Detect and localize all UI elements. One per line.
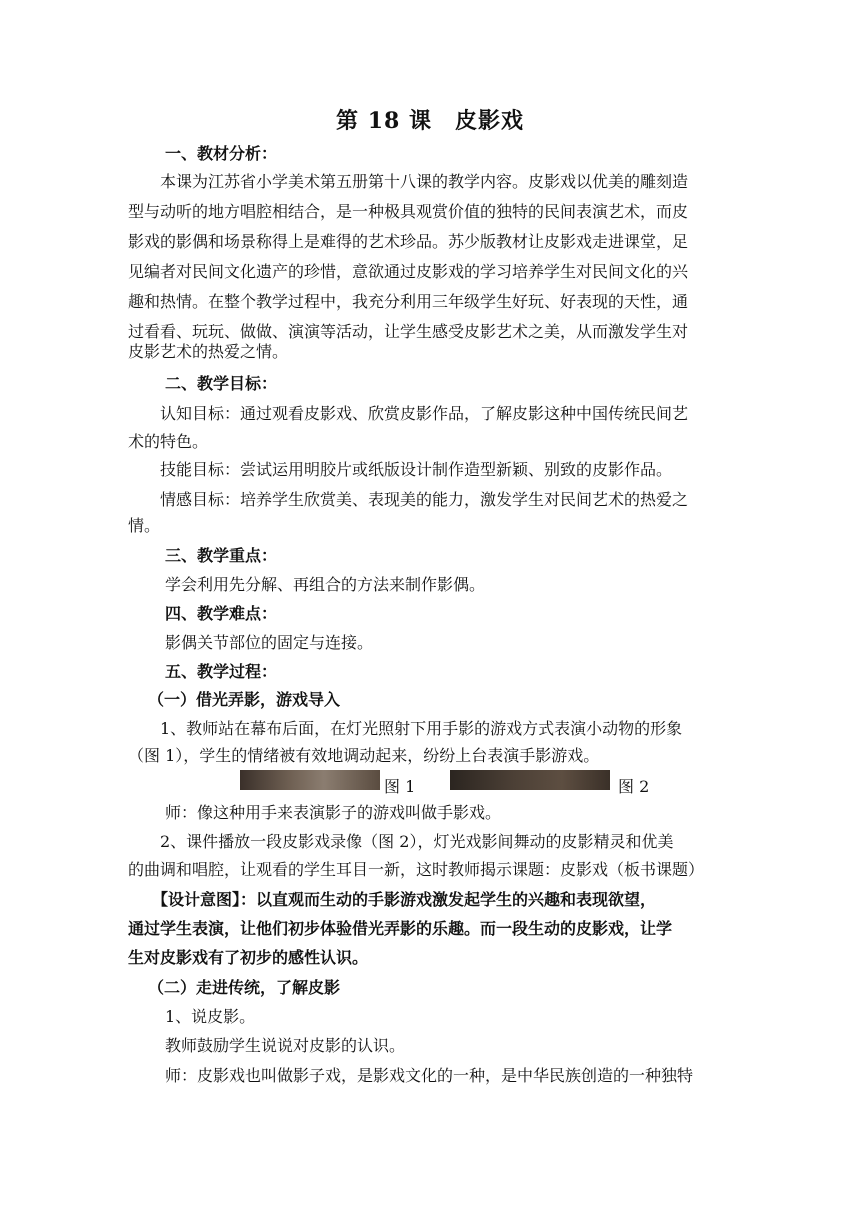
heading-key-points: 三、教学重点：: [165, 546, 278, 565]
heading-teaching-goals: 二、教学目标：: [165, 374, 278, 393]
paragraph-line: 的曲调和唱腔，让观看的学生耳目一新，这时教师揭示课题：皮影戏（板书课题）: [128, 860, 705, 879]
paragraph-line: 情感目标：培养学生欣赏美、表现美的能力，激发学生对民间艺术的热爱之: [128, 490, 689, 509]
paragraph-line: 影戏的影偶和场景称得上是难得的艺术珍品。苏少版教材让皮影戏走进课堂，足: [128, 232, 689, 251]
paragraph-line: 皮影艺术的热爱之情。: [128, 342, 289, 361]
paragraph-line: 1、教师站在幕布后面，在灯光照射下用手影的游戏方式表演小动物的形象: [128, 719, 683, 738]
paragraph-line: 见编者对民间文化遗产的珍惜，意欲通过皮影戏的学习培养学生对民间文化的兴: [128, 262, 689, 281]
paragraph-line: 师：皮影戏也叫做影子戏，是影戏文化的一种，是中华民族创造的一种独特: [165, 1066, 694, 1085]
heading-teaching-process: 五、教学过程：: [165, 662, 278, 681]
paragraph-line: 过看看、玩玩、做做、演演等活动，让学生感受皮影艺术之美，从而激发学生对: [128, 322, 689, 341]
paragraph-line: 术的特色。: [128, 432, 209, 451]
paragraph-line: 学会利用先分解、再组合的方法来制作影偶。: [165, 575, 486, 594]
design-intent-line: 【设计意图】：以直观而生动的手影游戏激发起学生的兴趣和表现欲望，: [128, 890, 657, 909]
shadow-play-photo: [450, 770, 610, 790]
heading-material-analysis: 一、教材分析：: [165, 144, 278, 163]
hand-shadow-photo: [240, 770, 380, 790]
paragraph-line: 型与动听的地方唱腔相结合，是一种极具观赏价值的独特的民间表演艺术，而皮: [128, 202, 689, 221]
paragraph-line: 认知目标：通过观看皮影戏、欣赏皮影作品，了解皮影这种中国传统民间艺: [128, 404, 689, 423]
design-intent-line: 通过学生表演，让他们初步体验借光弄影的乐趣。而一段生动的皮影戏，让学: [128, 919, 673, 938]
figure-2-caption: 图 2: [618, 777, 650, 796]
paragraph-line: 本课为江苏省小学美术第五册第十八课的教学内容。皮影戏以优美的雕刻造: [128, 172, 689, 191]
design-intent-line: 生对皮影戏有了初步的感性认识。: [128, 948, 369, 967]
figure-1-caption: 图 1: [384, 777, 416, 796]
paragraph-line: 教师鼓励学生说说对皮影的认识。: [165, 1036, 406, 1055]
paragraph-line: （图 1），学生的情绪被有效地调动起来，纷纷上台表演手影游戏。: [128, 746, 600, 765]
paragraph-line: 1、说皮影。: [165, 1007, 256, 1026]
heading-difficulties: 四、教学难点：: [165, 604, 278, 623]
lesson-title: 第 18 课 皮影戏: [336, 108, 524, 134]
paragraph-line: 情。: [128, 516, 161, 535]
subheading-section-2: （二）走进传统，了解皮影: [148, 978, 341, 997]
paragraph-line: 影偶关节部位的固定与连接。: [165, 633, 374, 652]
paragraph-line: 2、课件播放一段皮影戏录像（图 2），灯光戏影间舞动的皮影精灵和优美: [128, 832, 674, 851]
paragraph-line: 师：像这种用手来表演影子的游戏叫做手影戏。: [165, 803, 502, 822]
paragraph-line: 趣和热情。在整个教学过程中，我充分利用三年级学生好玩、好表现的天性，通: [128, 292, 689, 311]
subheading-section-1: （一）借光弄影，游戏导入: [148, 690, 341, 709]
paragraph-line: 技能目标：尝试运用明胶片或纸版设计制作造型新颖、别致的皮影作品。: [128, 460, 673, 479]
figure-row: [0, 768, 860, 796]
